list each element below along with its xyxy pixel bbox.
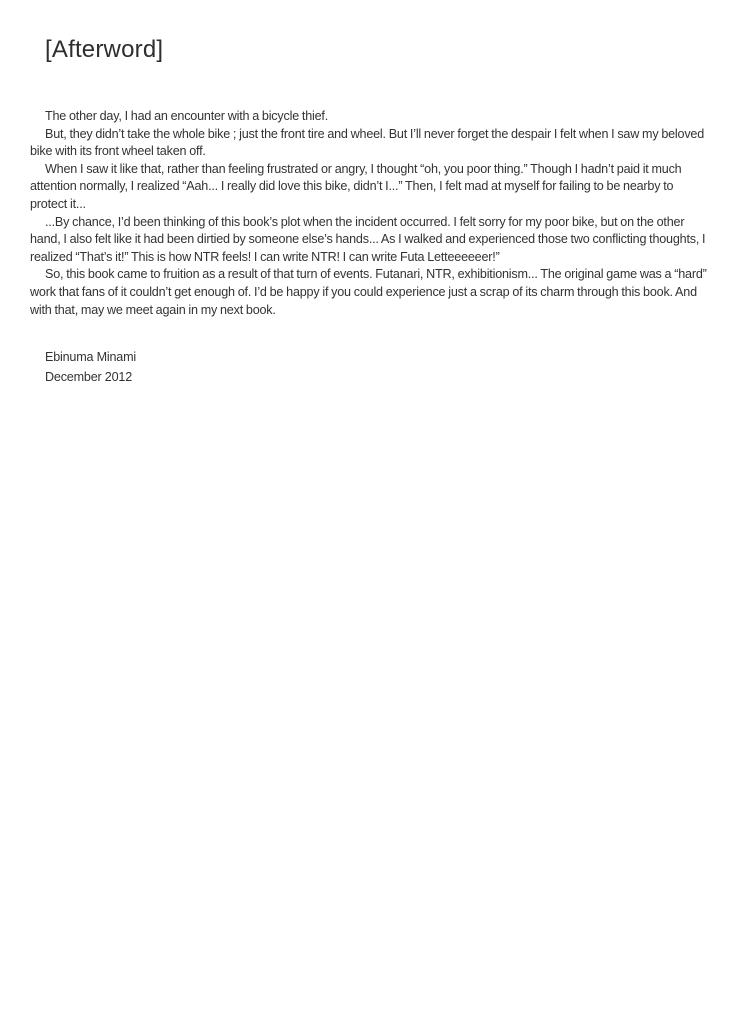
afterword-body <box>30 108 710 319</box>
page-title: [Afterword] <box>45 36 164 63</box>
paragraph: But, they didn’t take the whole bike ; just the front tire and wheel. But I’ll never forget the despair I felt when I saw my beloved bike with its front wheel taken off. <box>30 126 705 159</box>
author-name: Ebinuma Minami <box>45 350 136 364</box>
paragraph: So, this book came to fruition as a result of that turn of events. Futanari, NTR, exhibitionism... The original game was a “hard” work that fans of it couldn’t get enough of. I’d be happy if you could experience just a scrap of its charm through this book. And with that, may we meet again in my next book. <box>30 267 707 317</box>
signature-date: December 2012 <box>45 370 133 384</box>
paragraph: The other day, I had an encounter with a bicycle thief. <box>45 109 328 123</box>
signature-block <box>45 347 136 387</box>
paragraph: When I saw it like that, rather than feeling frustrated or angry, I thought “oh, you poor thing.” Though I hadn’t paid it much attention normally, I realized “Aah... I really did love this bike, didn’t I...” Then, I felt mad at myself for failing to be nearby to protect it... <box>30 161 682 211</box>
paragraph: ...By chance, I’d been thinking of this book’s plot when the incident occurred. I felt sorry for my poor bike, but on the other hand, I also felt like it had been dirtied by someone else’s hands... As I walked and experienced those two conflicting thoughts, I realized “That’s it!” This is how NTR feels! I can write NTR! I can write Futa Letteeeeeer!” <box>30 214 706 264</box>
